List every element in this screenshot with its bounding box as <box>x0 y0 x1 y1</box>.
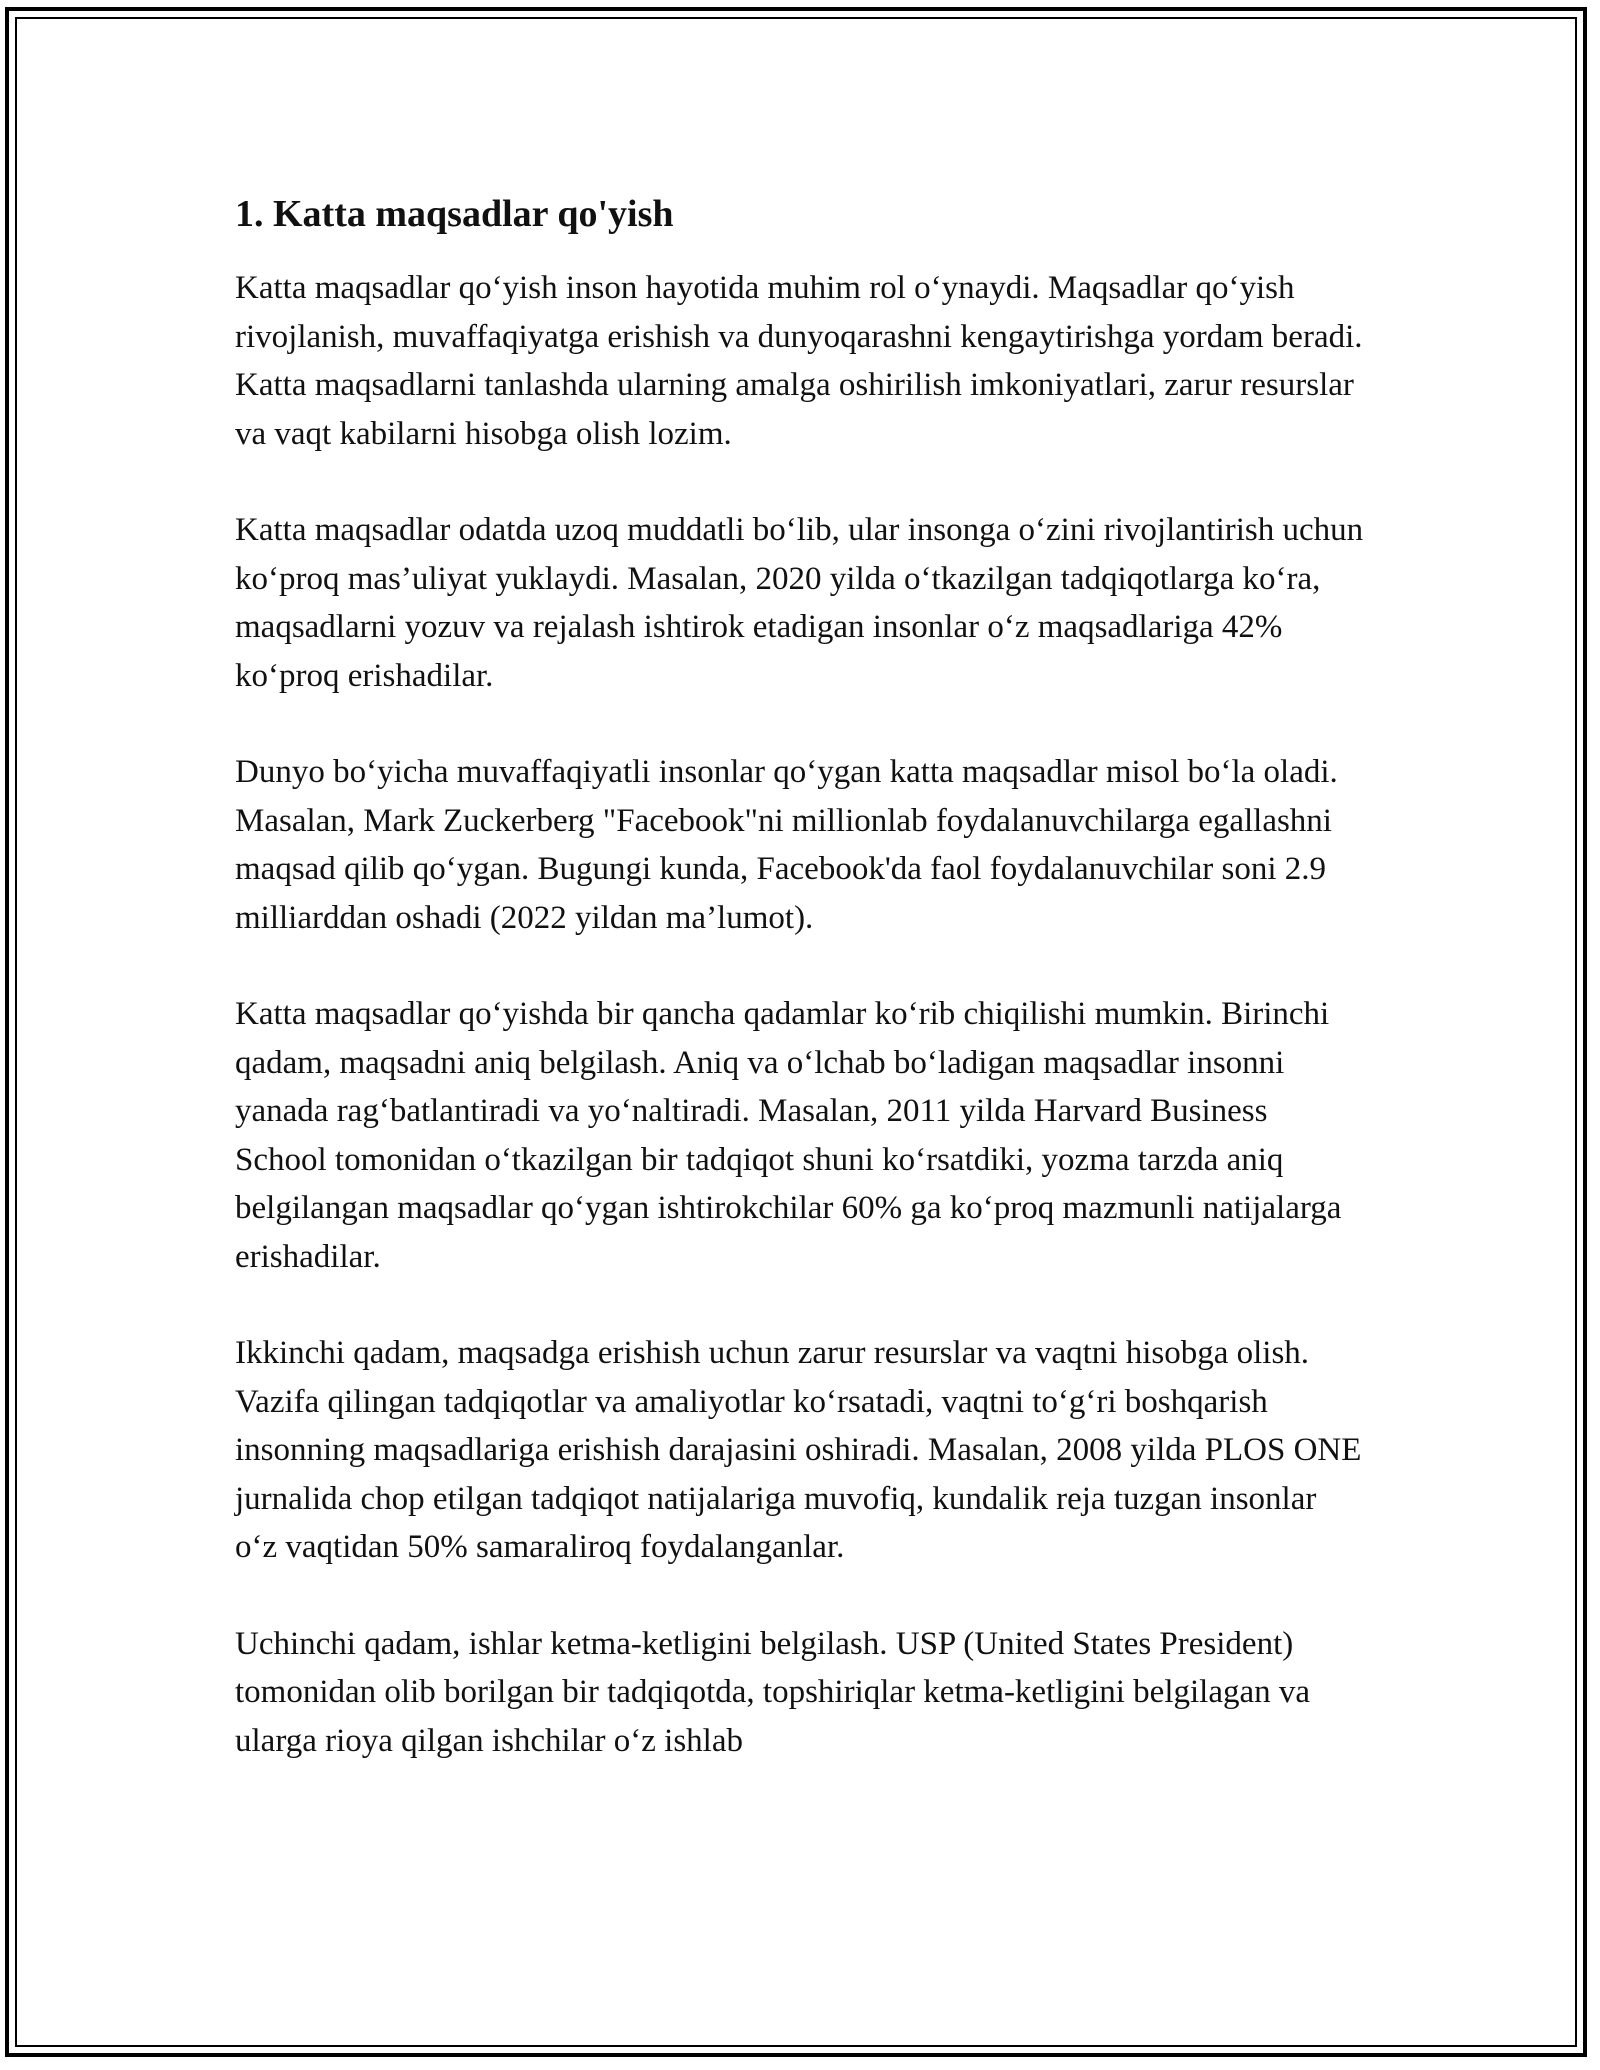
paragraph-step-two: Ikkinchi qadam, maqsadga erishish uchun zarur resurslar va vaqtni hisobga olish. Vazifa qilingan tadqiqotlar va amaliyotlar ko‘rsatadi, vaqtni to‘g‘ri boshqarish insonning maqsadlariga erishish darajasini oshiradi. Masalan, 2008 yilda PLOS ONE jurnalida chop etilgan tadqiqot natijalariga muvofiq, kundalik reja tuzgan insonlar o‘z vaqtidan 50% samaraliroq foydalanganlar. <box>235 1335 1362 1565</box>
document-body <box>235 188 1365 1813</box>
paragraph-examples: Dunyo bo‘yicha muvaffaqiyatli insonlar qo‘ygan katta maqsadlar misol bo‘la oladi. Masalan, Mark Zuckerberg "Facebook"ni millionlab foydalanuvchilarga egallashni maqsad qilib qo‘ygan. Bugungi kunda, Facebook'da faol foydalanuvchilar soni 2.9 milliarddan oshadi (2022 yildan ma’lumot). <box>235 754 1338 936</box>
paragraph-intro: Katta maqsadlar qo‘yish inson hayotida muhim rol o‘ynaydi. Maqsadlar qo‘yish rivojlanish, muvaffaqiyatga erishish va dunyoqarashni kengaytirishga yordam beradi. Katta maqsadlarni tanlashda ularning amalga oshirilish imkoniyatlari, zarur resurslar va vaqt kabilarni hisobga olish lozim. <box>235 270 1363 452</box>
paragraph-step-one: Katta maqsadlar qo‘yishda bir qancha qadamlar ko‘rib chiqilishi mumkin. Birinchi qadam, maqsadni aniq belgilash. Aniq va o‘lchab bo‘ladigan maqsadlar insonni yanada rag‘batlantiradi va yo‘naltiradi. Masalan, 2011 yilda Harvard Business School tomonidan o‘tkazilgan bir tadqiqot shuni ko‘rsatdiki, yozma tarzda aniq belgilangan maqsadlar qo‘ygan ishtirokchilar 60% ga ko‘proq mazmunli natijalarga erishadilar. <box>235 996 1342 1275</box>
section-heading: 1. Katta maqsadlar qo'yish <box>235 193 674 235</box>
paragraph-step-three: Uchinchi qadam, ishlar ketma-ketligini belgilash. USP (United States President) tomonidan olib borilgan bir tadqiqotda, topshiriqlar ketma-ketligini belgilagan va ularga rioya qilgan ishchilar o‘z ishlab <box>235 1625 1311 1759</box>
paragraph-long-term-goals: Katta maqsadlar odatda uzoq muddatli bo‘lib, ular insonga o‘zini rivojlantirish uchun ko‘proq mas’uliyat yuklaydi. Masalan, 2020 yilda o‘tkazilgan tadqiqotlarga ko‘ra, maqsadlarni yozuv va rejalash ishtirok etadigan insonlar o‘z maqsadlariga 42% ko‘proq erishadilar. <box>235 512 1364 694</box>
